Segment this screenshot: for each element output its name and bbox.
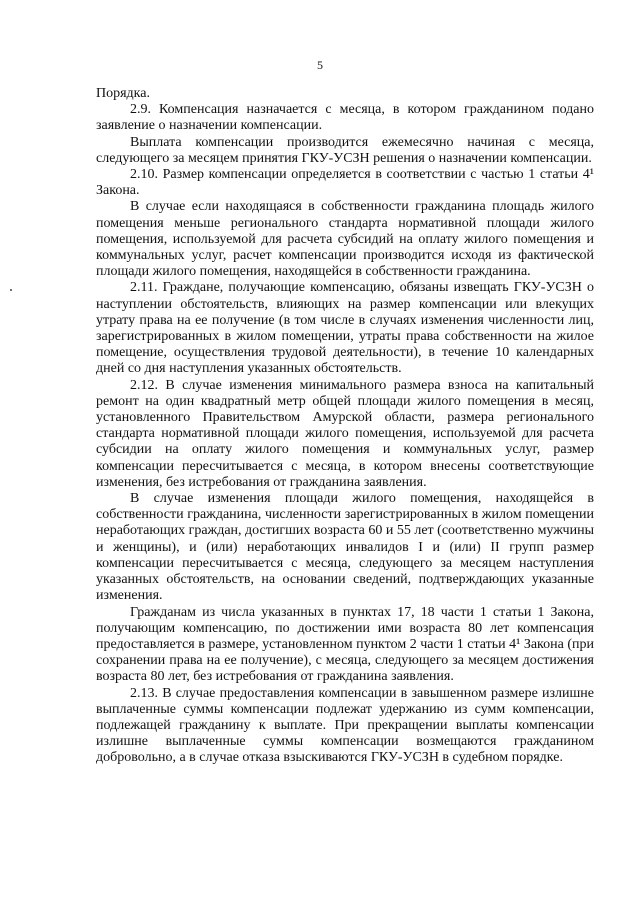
paragraph-age-80: Гражданам из числа указанных в пунктах 17, 18 части 1 статьи 1 Закона, получающим компенсацию, по достижении ими возраста 80 лет компенсация предоставляется в размере, установленном пунктом 2 части 1 статьи 4¹ Закона (при сохранении права на ее получение), с месяца, следующего за месяцем достижения возраста 80 лет, без истребования от гражданина заявления. (96, 604, 594, 685)
document-body (96, 86, 594, 767)
paragraph-2-12: 2.12. В случае изменения минимального размера взноса на капитальный ремонт на один квадратный метр общей площади жилого помещения в месяц, установленного Правительством Амурской области, размера регионального стандарта нормативной площади жилого помещения, используемой для расчета субсидии на оплату жилого помещения и коммунальных услуг, размер компенсации пересчитывается с месяца, в котором внесены соответствующие изменения, без истребования от гражданина заявления. (96, 377, 594, 490)
page-number: 5 (317, 58, 323, 72)
paragraph-2-13: 2.13. В случае предоставления компенсации в завышенном размере излишне выплаченные суммы компенсации подлежат удержанию из сумм компенсации, подлежащей гражданину к выплате. При прекращении выплаты компенсации излишне выплаченные суммы компенсации возмещаются гражданином добровольно, а в случае отказа взыскиваются ГКУ-УСЗН в судебном порядке. (96, 685, 594, 766)
paragraph-payment: Выплата компенсации производится ежемесячно начиная с месяца, следующего за месяцем принятия ГКУ-УСЗН решения о назначении компенсации. (96, 134, 594, 166)
paragraph-area-case: В случае если находящаяся в собственности гражданина площадь жилого помещения меньше регионального стандарта нормативной площади жилого помещения, используемой для расчета субсидий на оплату жилого помещения и коммунальных услуг, расчет компенсации производится исходя из фактической площади жилого помещения, находящейся в собственности гражданина. (96, 199, 594, 280)
paragraph-2-10: 2.10. Размер компенсации определяется в соответствии с частью 1 статьи 4¹ Закона. (96, 167, 594, 199)
paragraph-2-11: 2.11. Граждане, получающие компенсацию, обязаны извещать ГКУ-УСЗН о наступлении обстоятельств, влияющих на размер компенсации или влекущих утрату права на ее получение (в том числе в случаях изменения численности лиц, зарегистрированных в жилом помещении, утраты права собственности на жилое помещение, осуществления трудовой деятельности), в течение 10 календарных дней со дня наступления указанных обстоятельств. (96, 280, 594, 377)
paragraph-area-change: В случае изменения площади жилого помещения, находящейся в собственности гражданина, численности зарегистрированных в жилом помещении неработающих граждан, достигших возраста 60 и 55 лет (соответственно мужчины и женщины), и (или) неработающих инвалидов I и (или) II групп размер компенсации пересчитывается с месяца, следующего за месяцем наступления указанных обстоятельств, на основании сведений, подтверждающих указанные изменения. (96, 491, 594, 604)
margin-dot (10, 289, 12, 291)
paragraph-2-9: 2.9. Компенсация назначается с месяца, в котором гражданином подано заявление о назначении компенсации. (96, 102, 594, 134)
paragraph-continuation: Порядка. (96, 86, 150, 101)
